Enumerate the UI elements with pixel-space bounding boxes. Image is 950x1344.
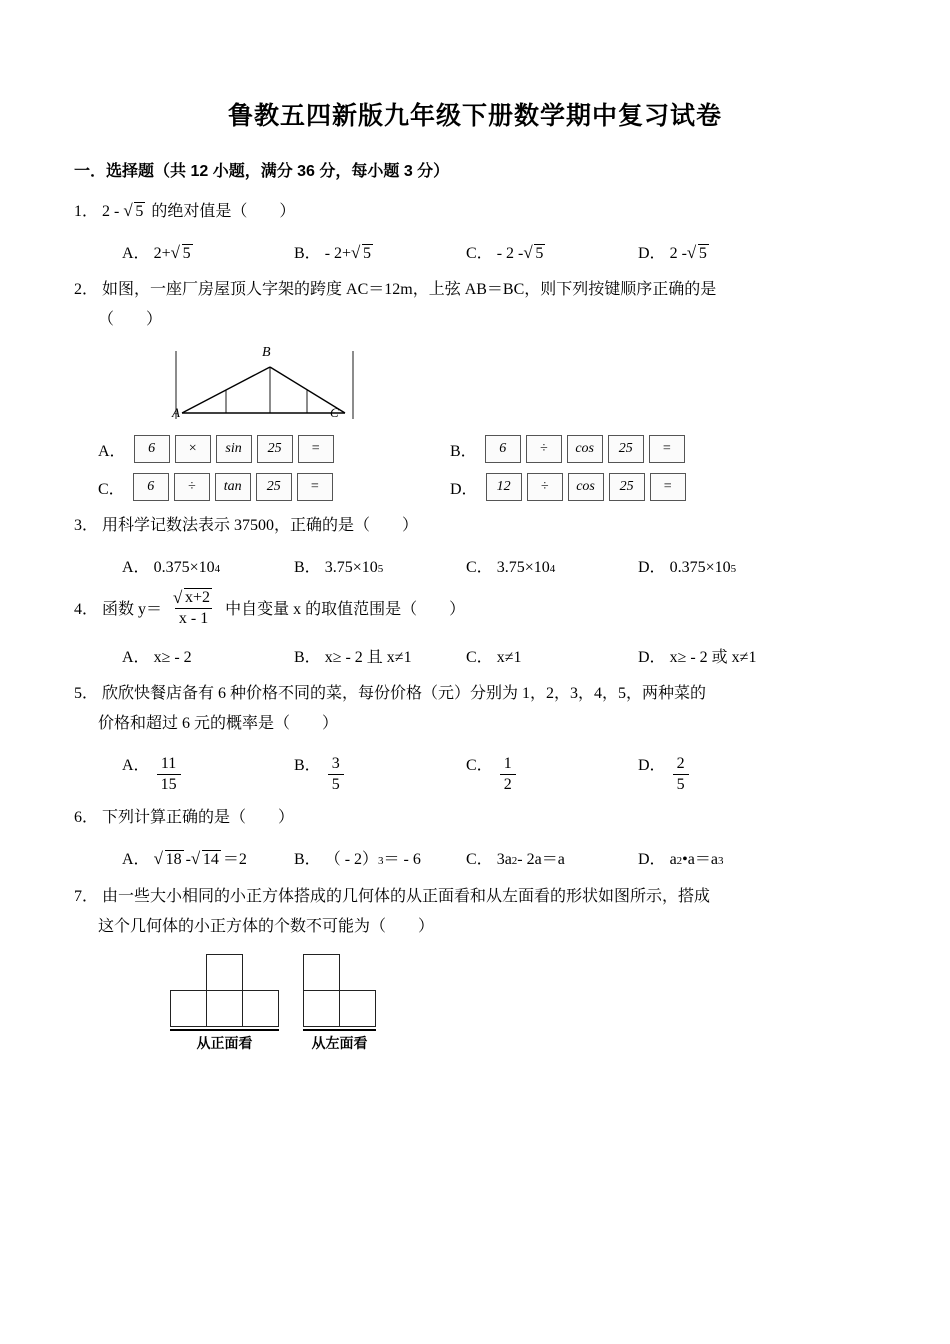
choice-d-label: D． [638,757,666,774]
choice-b-label: B． [294,649,321,666]
key: = [650,473,686,501]
question-2-stem-line1: 2． 如图，一座厂房屋顶人字架的跨度 AC＝12m，上弦 AB＝BC，则下列按键顺序正确的是 [74,275,876,305]
choice-c-exponent: 2 [511,855,518,867]
choice-d-label: D． [638,851,666,868]
question-7-stem-line2: 这个几何体的小正方体的个数不可能为（ ） [98,918,435,935]
keypad-sequence-d [486,473,686,501]
choice-b[interactable] [450,435,802,463]
key: sin [216,435,252,463]
choice-a[interactable] [98,239,294,269]
question-1-text-post: 的绝对值是（ ） [151,203,296,220]
choice-d[interactable] [638,845,810,876]
key: 6 [134,435,170,463]
choice-a-label: A． [122,245,150,262]
choice-d-exponent-2: 3 [717,855,724,867]
choice-c-exponent: 4 [549,563,556,575]
question-4-text-pre: 函数 y＝ [102,601,163,619]
choice-a-label: A． [122,757,150,774]
fraction [169,588,218,629]
choice-b-label: B． [294,757,321,774]
question-5-choices [74,751,876,797]
keypad-sequence-b [485,435,685,463]
fraction [500,754,516,795]
left-view-block [303,954,376,1053]
choice-d-exponent: 5 [730,563,737,575]
question-3 [74,511,876,541]
choice-b-label: B． [294,245,321,262]
question-3-stem: 3． 用科学记数法表示 37500，正确的是（ ） [74,511,876,541]
sqrt-symbol: √ 5 [687,239,711,269]
choice-a-exponent: 4 [214,563,221,575]
choice-c-post: - 2a＝a [517,851,565,868]
choice-b[interactable] [294,845,466,876]
choice-b-label: B． [294,559,321,576]
question-2-number: 2． [74,281,99,298]
choice-b[interactable] [294,553,466,584]
choice-d-label: D． [450,480,478,498]
choice-b-text: x≥ - 2 且 x≠1 [324,649,412,666]
sqrt-symbol: √ 14 [191,845,223,875]
choice-c-text: 3a [496,851,512,868]
choice-a-post: ＝2 [222,851,247,868]
choice-c-label: C． [466,649,493,666]
key: 12 [486,473,522,501]
question-1 [74,197,876,227]
minus-sign: - [185,851,191,868]
question-5-number: 5． [74,685,99,702]
sqrt-symbol: √ 5 [351,239,375,269]
choice-a-label: A． [122,649,150,666]
choice-a-pre: 2+ [153,245,171,262]
key: = [297,473,333,501]
choice-a[interactable] [98,845,294,876]
key: 6 [133,473,169,501]
choice-c[interactable] [466,751,638,797]
sqrt-symbol: √ 5 [523,239,547,269]
key: 25 [608,435,644,463]
grid-cell [207,991,243,1027]
fraction-denominator: x - 1 [175,608,212,629]
left-view-grid [303,954,376,1027]
choice-c-text: x≠1 [496,649,522,666]
choice-c[interactable] [466,845,638,876]
question-6-choices [74,845,876,876]
choice-c[interactable] [466,239,638,269]
choice-c-text: 3.75×10 [496,559,550,576]
truss-label-c: C [330,405,339,420]
choice-d-label: D． [638,245,666,262]
question-5 [74,679,876,739]
sqrt-symbol: √ x+2 [173,588,214,608]
truss-figure [170,347,370,425]
choice-d-label: D． [638,559,666,576]
question-6-stem: 6． 下列计算正确的是（ ） [74,803,876,833]
choice-a-label: A． [98,442,126,460]
fraction [328,754,344,795]
key: cos [568,473,604,501]
grid-cell [207,955,243,991]
fraction [157,754,181,795]
sqrt-symbol: √ 5 [123,197,147,227]
grid-cell [304,991,340,1027]
choice-c[interactable] [98,473,450,501]
question-7-stem-line1: 7． 由一些大小相同的小正方体搭成的几何体的从正面看和从左面看的形状如图所示，搭成 [74,882,876,912]
fraction-denominator: 2 [500,774,516,795]
sqrt-symbol: √ 18 [154,845,186,875]
grid-cell [171,991,207,1027]
choice-a-text: x≥ - 2 [153,649,192,666]
truss-label-b: B [262,345,271,360]
choice-b-label: B． [450,442,477,460]
front-view-caption: 从正面看 [170,1029,279,1053]
choice-c-label: C． [98,480,125,498]
fraction-denominator: 15 [157,774,181,795]
key: = [649,435,685,463]
grid-cell [243,991,279,1027]
choice-d-label: D． [638,649,666,666]
choice-d[interactable] [638,239,810,269]
left-view-caption: 从左面看 [303,1029,376,1053]
choice-a[interactable] [98,643,294,673]
choice-d[interactable] [450,473,802,501]
choice-d-text: a [669,851,677,868]
fraction [673,754,689,795]
question-3-number: 3． [74,517,99,534]
grid-cell-empty [243,955,279,991]
fraction-numerator [169,588,218,608]
choice-b-text: 3.75×10 [324,559,378,576]
choice-b-exponent: 5 [377,563,384,575]
choice-c-pre: - 2 - [496,245,524,262]
fraction-numerator: 1 [503,755,512,772]
question-4 [74,590,876,631]
grid-cell-empty [340,955,376,991]
choice-a-text: 0.375×10 [153,559,215,576]
choice-d[interactable] [638,643,810,673]
choice-b-pre: - 2+ [324,245,352,262]
question-1-number: 1． [74,203,99,220]
question-6 [74,803,876,833]
question-5-stem-line1: 5． 欣欣快餐店备有 6 种价格不同的菜，每份价格（元）分别为 1，2，3，4，5，两种菜的 [74,679,876,709]
question-4-text-post: 中自变量 x 的取值范围是（ ） [225,601,466,619]
key: tan [215,473,251,501]
question-4-choices [74,643,876,673]
key: 6 [485,435,521,463]
key: 25 [256,473,292,501]
choice-b-text: （ - 2） [324,851,379,868]
choice-a[interactable] [98,751,294,797]
fraction-numerator: 11 [160,755,177,772]
question-7-number: 7． [74,888,99,905]
grid-cell [340,991,376,1027]
key: = [298,435,334,463]
fraction-denominator: 5 [673,774,689,795]
question-4-number: 4． [74,601,99,619]
choice-d-post: •a＝a [682,851,718,868]
choice-b-exponent: 3 [378,855,384,867]
choice-d[interactable] [638,751,810,797]
choice-c-label: C． [466,245,493,262]
choice-a[interactable] [98,435,450,463]
fraction-denominator: 5 [328,774,344,795]
keypad-sequence-a [134,435,334,463]
choice-a-label: A． [122,559,150,576]
key: ÷ [527,473,563,501]
section-heading: 一．选择题（共 12 小题，满分 36 分，每小题 3 分） [74,163,450,180]
question-2 [74,275,876,335]
choice-b-post: ＝ - 6 [383,851,421,868]
choice-d-text: 0.375×10 [669,559,731,576]
choice-a-label: A． [122,851,150,868]
front-view-block [170,954,279,1053]
grid-cell-empty [171,955,207,991]
question-2-stem-line2: （ ） [98,311,163,328]
choice-c-label: C． [466,757,493,774]
fraction-numerator: 2 [676,755,685,772]
key: cos [567,435,603,463]
choice-b-label: B． [294,851,321,868]
question-3-choices [74,553,876,584]
keypad-sequence-c [133,473,333,501]
choice-d-pre: 2 - [669,245,687,262]
key: × [175,435,211,463]
question-2-choices-row-2 [74,473,876,501]
sqrt-symbol: √ 5 [171,239,195,269]
choice-b[interactable] [294,751,466,797]
question-5-stem-line2: 价格和超过 6 元的概率是（ ） [98,715,339,732]
choice-b[interactable] [294,643,466,673]
question-1-stem [74,197,876,227]
question-6-number: 6． [74,809,99,826]
question-2-choices-row-1 [74,435,876,463]
key: ÷ [526,435,562,463]
question-7 [74,882,876,942]
grid-cell [304,955,340,991]
fraction-numerator: 3 [331,755,340,772]
choice-c[interactable] [466,553,638,584]
choice-c[interactable] [466,643,638,673]
choice-c-label: C． [466,851,493,868]
choice-d[interactable] [638,553,810,584]
choice-c-label: C． [466,559,493,576]
question-4-stem [74,590,876,631]
question-1-text-pre: 2 - [102,203,120,220]
choice-d-exponent: 2 [676,855,683,867]
key: 25 [257,435,293,463]
choice-b[interactable] [294,239,466,269]
choice-d-text: x≥ - 2 或 x≠1 [669,649,757,666]
question-1-choices [74,239,876,269]
page-title: 鲁教五四新版九年级下册数学期中复习试卷 [227,102,722,130]
cubes-figure [170,954,876,1053]
front-view-grid [170,954,279,1027]
choice-a[interactable] [98,553,294,584]
truss-label-a: A [172,405,180,420]
key: ÷ [174,473,210,501]
key: 25 [609,473,645,501]
